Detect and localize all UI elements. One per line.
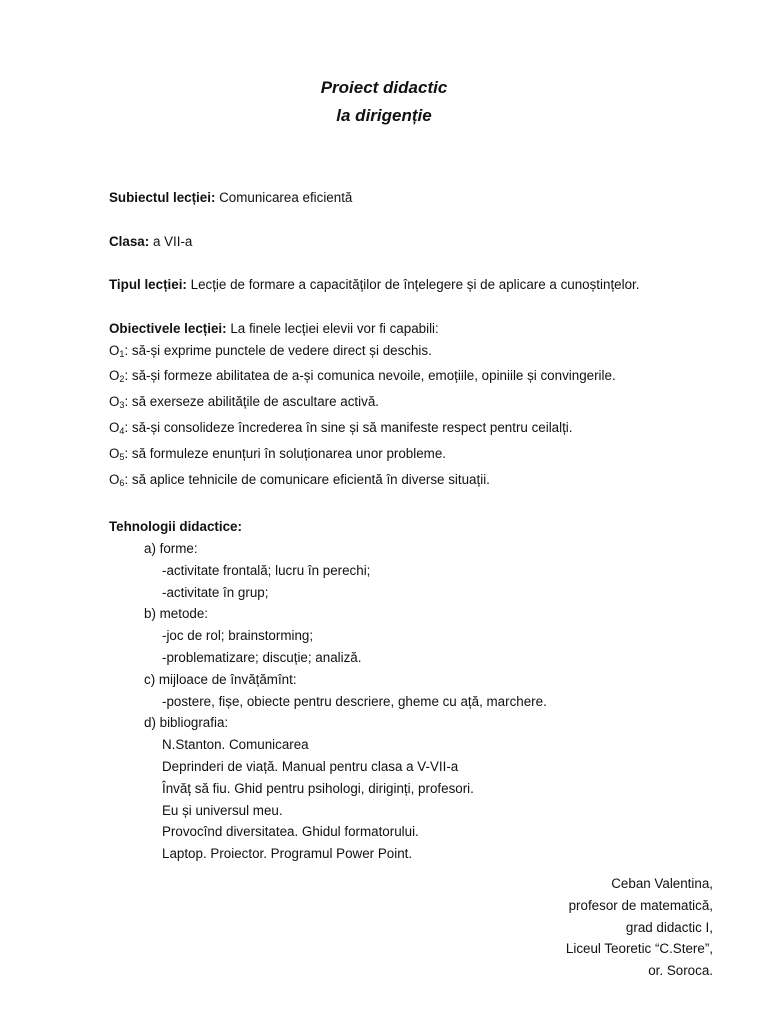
forms-heading: a) forme: <box>144 540 198 556</box>
objective-item: $O_3$: să exerseze abilitățile de ascultare activă. <box>109 394 379 411</box>
document-body <box>109 187 709 865</box>
objectives-intro: La finele lecției elevii vor fi capabili: <box>230 320 439 336</box>
objective-item: $O_5$: să formuleze enunțuri în soluționarea unor probleme. <box>109 445 446 462</box>
document-title <box>0 74 768 130</box>
subject-line <box>109 187 709 209</box>
class-value: a VII-a <box>152 233 193 249</box>
author-name: Ceban Valentina, <box>611 876 713 891</box>
lesson-type-line <box>109 274 709 296</box>
methods-item: -joc de rol; brainstorming; <box>162 628 314 644</box>
lesson-type-label: Tipul lecției: <box>109 277 187 293</box>
means-heading: c) mijloace de învățămînt: <box>144 671 297 687</box>
objective-item: $O_4$: să-și consolideze încrederea în sine și să manifeste respect pentru ceilalți. <box>109 419 573 436</box>
means-item: -postere, fișe, obiecte pentru descriere, gheme cu ață, marchere. <box>162 693 547 709</box>
class-label: Clasa: <box>109 233 150 249</box>
author-signature-block <box>566 873 713 982</box>
author-school: Liceul Teoretic “C.Stere”, <box>565 941 713 957</box>
class-line <box>109 231 709 253</box>
bibliography-item: Laptop. Proiector. Programul Power Point. <box>162 846 413 862</box>
objective-item: $O_6$: să aplice tehnicile de comunicare eficientă în diverse situații. <box>109 471 490 488</box>
methods-heading: b) metode: <box>144 606 209 622</box>
author-degree: grad didactic I, <box>625 919 713 935</box>
lesson-type-value: Lecție de formare a capacităților de înțelegere și de aplicare a cunoștințelor. <box>190 277 640 293</box>
bibliography-item: N.Stanton. Comunicarea <box>162 737 309 753</box>
objective-item: $O_1$: să-și exprime punctele de vedere direct și deschis. <box>109 342 432 359</box>
objectives-line <box>109 318 709 340</box>
technologies-label: Tehnologii didactice: <box>109 519 242 535</box>
forms-item: -activitate în grup; <box>162 584 269 600</box>
bibliography-item: Deprinderi de viață. Manual pentru clasa a V-VII-a <box>162 758 459 774</box>
subject-label: Subiectul lecției: <box>109 190 216 205</box>
title-line-1: Proiect didactic <box>320 78 448 97</box>
objectives-label: Obiectivele lecției: <box>109 320 227 336</box>
author-position: profesor de matematică, <box>568 897 713 913</box>
title-line-2: la dirigenție <box>336 106 432 125</box>
subject-value: Comunicarea eficientă <box>219 190 353 205</box>
forms-item: -activitate frontală; lucru în perechi; <box>162 562 371 578</box>
author-city: or. Soroca. <box>648 963 713 979</box>
bibliography-heading: d) bibliografia: <box>144 715 229 731</box>
objective-item: $O_2$: să-și formeze abilitatea de a-și comunica nevoile, emoțiile, opiniile și convingerile. <box>109 368 616 385</box>
methods-item: -problematizare; discuție; analiză. <box>162 649 362 665</box>
bibliography-item: Eu și universul meu. <box>162 802 283 818</box>
bibliography-item: Provocînd diversitatea. Ghidul formatorului. <box>162 824 419 840</box>
bibliography-item: Învăț să fiu. Ghid pentru psihologi, diriginți, profesori. <box>162 780 474 796</box>
